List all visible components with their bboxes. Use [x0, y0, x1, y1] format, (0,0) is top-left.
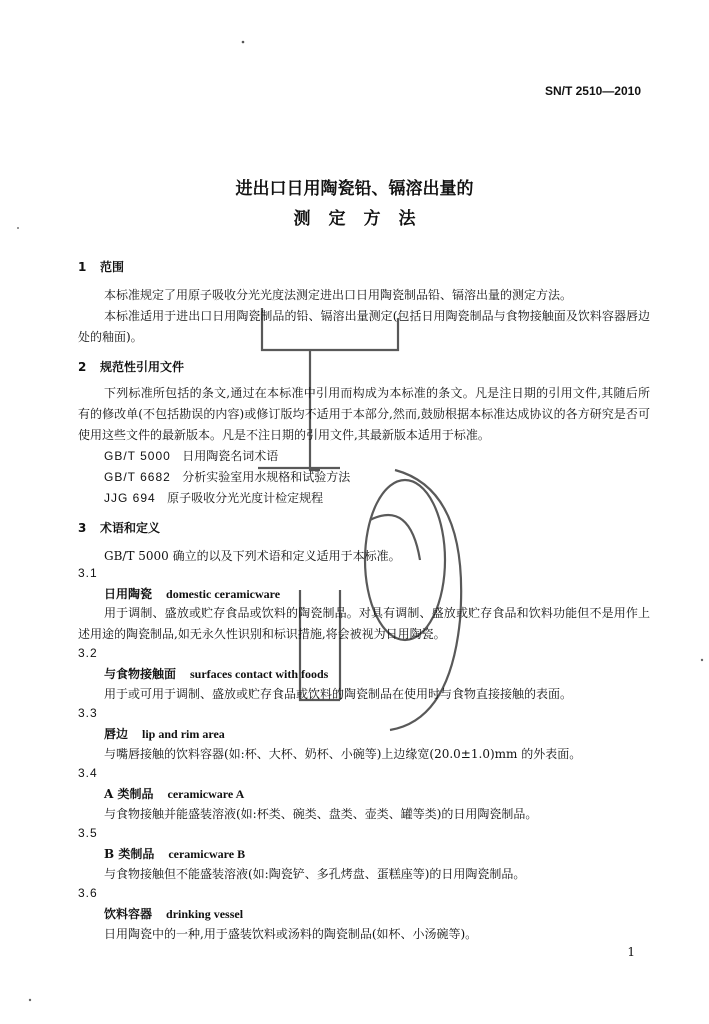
section-title: 规范性引用文件 — [100, 360, 185, 374]
paragraph: 本标准规定了用原子吸收分光光度法测定进出口日用陶瓷制品铅、镉溶出量的测定方法。 — [104, 288, 573, 302]
term-heading: 与食物接触面 surfaces contact with foods — [104, 667, 329, 681]
paragraph: 本标准适用于进出口日用陶瓷制品的铅、镉溶出量测定(包括日用陶瓷制品与食物接触面及饮料容器唇边处的釉面)。 — [78, 309, 650, 344]
term-heading: B 类制品 ceramicware B — [104, 847, 246, 861]
document-title-line1: 进出口日用陶瓷铅、镉溶出量的 — [235, 179, 474, 199]
term-definition: 用于或可用于调制、盛放或贮存食品或饮料的陶瓷制品在使用时与食物直接接触的表面。 — [104, 687, 573, 701]
paragraph: GB/T 5000 确立的以及下列术语和定义适用于本标准。 — [104, 549, 401, 563]
section-1-heading — [78, 258, 124, 275]
reference-item: GB/T 6682 分析实验室用水规格和试验方法 — [104, 470, 351, 484]
section-number: 2 — [78, 360, 87, 374]
term-heading: A 类制品 ceramicware A — [104, 787, 245, 801]
paragraph: 下列标准所包括的条文,通过在本标准中引用而构成为本标准的条文。凡是注日期的引用文件,其随后所有的修改单(不包括勘误的内容)或修订版均不适用于本部分,然而,鼓励根据本标准达成协议的各方研究是否可使用这些文件的最新版本。凡是不注日期的引用文件,其最新版本适用于标准。 — [78, 386, 650, 442]
term-number: 3.5 — [78, 826, 98, 840]
term-definition: 与食物接触但不能盛装溶液(如:陶瓷铲、多孔烤盘、蛋糕座等)的日用陶瓷制品。 — [104, 867, 526, 881]
standard-code: SN/T 2510—2010 — [544, 84, 641, 98]
section-title: 范围 — [100, 260, 125, 274]
term-definition: 与嘴唇接触的饮料容器(如:杯、大杯、奶杯、小碗等)上边缘宽(20.0±1.0)mm 的外表面。 — [104, 747, 582, 761]
reference-item: GB/T 5000 日用陶瓷名词术语 — [104, 449, 279, 463]
document-title-line2: 测定方法 — [293, 209, 434, 229]
term-definition: 用于调制、盛放或贮存食品或饮料的陶瓷制品。对具有调制、盛放或贮存食品和饮料功能但不是用作上述用途的陶瓷制品,如无永久性识别和标识措施,将会被视为日用陶瓷。 — [78, 606, 650, 641]
section-number: 3 — [78, 521, 87, 535]
section-3-heading — [78, 519, 160, 536]
term-number: 3.3 — [78, 706, 98, 720]
reference-item: JJG 694 原子吸收分光光度计检定规程 — [104, 491, 324, 505]
term-heading: 日用陶瓷 domestic ceramicware — [104, 587, 281, 601]
section-number: 1 — [78, 260, 87, 274]
page-number: 1 — [627, 945, 635, 959]
term-number: 3.4 — [78, 766, 98, 780]
term-number: 3.6 — [78, 886, 98, 900]
term-number: 3.2 — [78, 646, 98, 660]
term-definition: 日用陶瓷中的一种,用于盛装饮料或汤料的陶瓷制品(如杯、小汤碗等)。 — [104, 927, 478, 941]
term-heading: 唇边 lip and rim area — [104, 727, 225, 741]
section-title: 术语和定义 — [100, 521, 161, 535]
term-heading: 饮料容器 drinking vessel — [104, 907, 244, 921]
term-number: 3.1 — [78, 566, 98, 580]
term-definition: 与食物接触并能盛装溶液(如:杯类、碗类、盘类、壶类、罐等类)的日用陶瓷制品。 — [104, 807, 538, 821]
section-2-heading — [78, 358, 184, 375]
